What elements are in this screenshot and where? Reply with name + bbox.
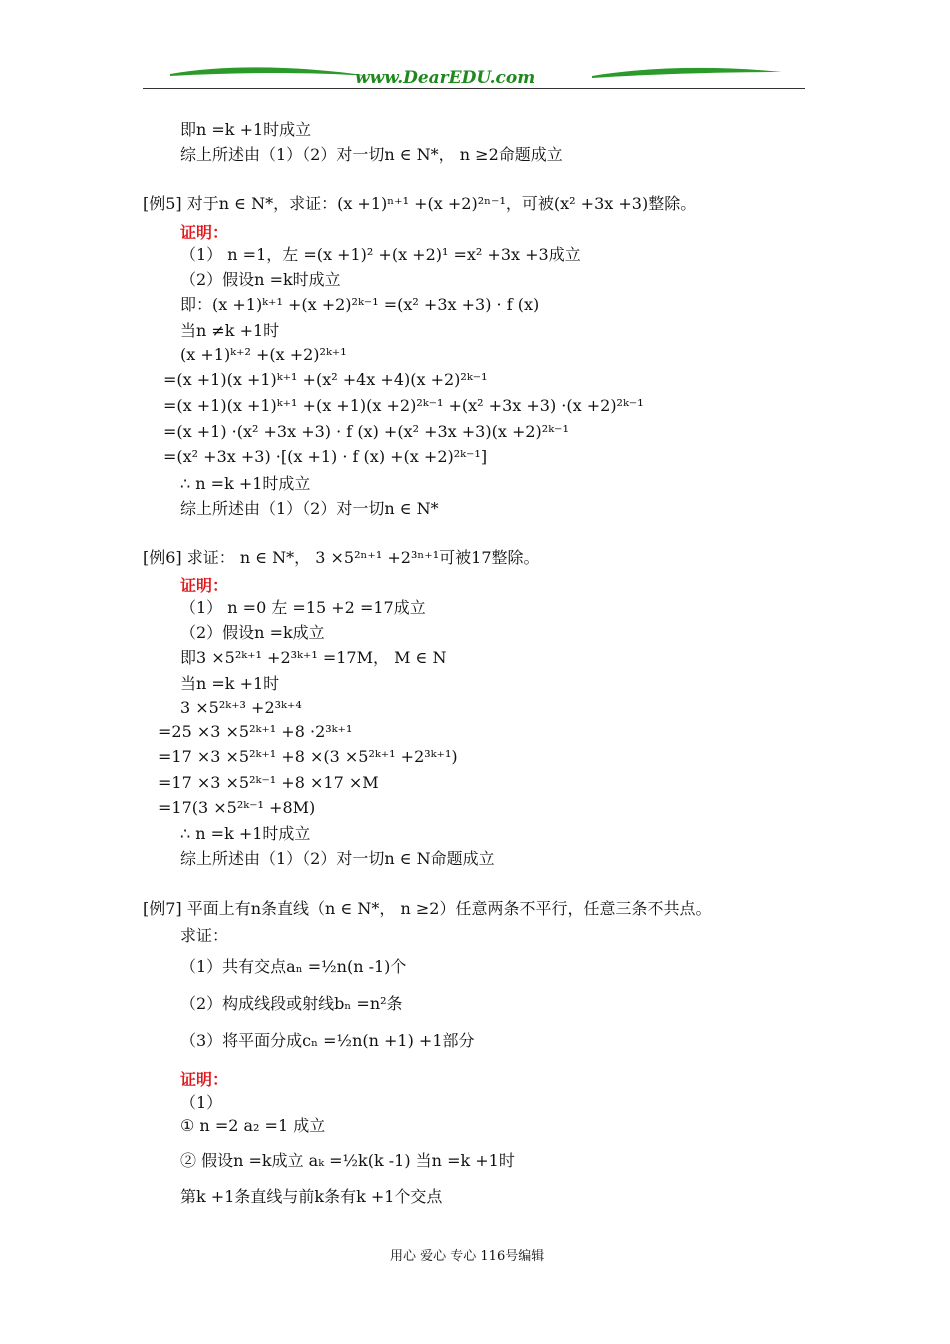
text-line: =17(3 ×5²ᵏ⁻¹ +8M) <box>158 798 316 817</box>
proof-label: 证明： <box>180 223 229 242</box>
example-5-heading: [例5] 对于n ∈ N*，求证：(x +1)ⁿ⁺¹ +(x +2)²ⁿ⁻¹，可被(x² +3x +3)整除。 <box>143 194 697 213</box>
text-line: =25 ×3 ×5²ᵏ⁺¹ +8 ·2³ᵏ⁺¹ <box>158 722 353 741</box>
text-line: =(x +1)(x +1)ᵏ⁺¹ +(x² +4x +4)(x +2)²ᵏ⁻¹ <box>163 370 488 389</box>
text-line: 综上所述由（1）（2）对一切n ∈ N*， n ≥2命题成立 <box>180 145 563 164</box>
proof-label: 证明： <box>180 576 229 595</box>
text-line: 第k +1条直线与前k条有k +1个交点 <box>180 1187 443 1206</box>
header-swoosh-right <box>592 62 782 84</box>
page-footer: 用心 爱心 专心 116号编辑 <box>390 1249 545 1264</box>
text-line: =(x +1) ·(x² +3x +3) · f (x) +(x² +3x +3)(x +2)²ᵏ⁻¹ <box>163 422 569 441</box>
text-line: 综上所述由（1）（2）对一切n ∈ N命题成立 <box>180 849 495 868</box>
text-line: 综上所述由（1）（2）对一切n ∈ N* <box>180 499 439 518</box>
proof-label: 证明： <box>180 1070 229 1089</box>
text-line: ∴ n =k +1时成立 <box>180 824 311 843</box>
text-line: （2）假设n =k成立 <box>180 623 325 642</box>
header-rule <box>143 88 805 89</box>
text-line: （1） <box>180 1093 223 1112</box>
header-site-text: www.DearEDU.com <box>355 68 536 88</box>
text-line: （1）共有交点aₙ =½n(n -1)个 <box>180 957 407 976</box>
text-line: 当n =k +1时 <box>180 674 280 693</box>
header-swoosh-left <box>170 62 370 84</box>
text-line: ∴ n =k +1时成立 <box>180 474 311 493</box>
text-line: 即n =k +1时成立 <box>180 120 312 139</box>
text-line: （1） n =1，左 =(x +1)² +(x +2)¹ =x² +3x +3成立 <box>180 245 581 264</box>
text-line: =(x +1)(x +1)ᵏ⁺¹ +(x +1)(x +2)²ᵏ⁻¹ +(x² +3x +3) ·(x +2)²ᵏ⁻¹ <box>163 396 644 415</box>
example-7-heading: [例7] 平面上有n条直线（n ∈ N*， n ≥2）任意两条不平行，任意三条不共点。 <box>143 899 712 918</box>
text-line: (x +1)ᵏ⁺² +(x +2)²ᵏ⁺¹ <box>180 345 347 364</box>
text-line: ① n =2 a₂ =1 成立 <box>180 1116 326 1135</box>
text-line: （3）将平面分成cₙ =½n(n +1) +1部分 <box>180 1031 475 1050</box>
text-line: ② 假设n =k成立 aₖ =½k(k -1) 当n =k +1时 <box>180 1151 515 1170</box>
text-line: （1） n =0 左 =15 +2 =17成立 <box>180 598 426 617</box>
text-line: 即：(x +1)ᵏ⁺¹ +(x +2)²ᵏ⁻¹ =(x² +3x +3) · f (x) <box>180 295 540 314</box>
text-line: 当n ≠k +1时 <box>180 321 280 340</box>
text-line: （2）假设n =k时成立 <box>180 270 341 289</box>
text-line: =17 ×3 ×5²ᵏ⁺¹ +8 ×(3 ×5²ᵏ⁺¹ +2³ᵏ⁺¹) <box>158 747 458 766</box>
text-line: 3 ×5²ᵏ⁺³ +2³ᵏ⁺⁴ <box>180 698 302 717</box>
text-line: （2）构成线段或射线bₙ =n²条 <box>180 994 403 1013</box>
example-6-heading: [例6] 求证： n ∈ N*， 3 ×5²ⁿ⁺¹ +2³ⁿ⁺¹可被17整除。 <box>143 548 540 567</box>
text-line: 求证： <box>180 926 229 945</box>
text-line: 即3 ×5²ᵏ⁺¹ +2³ᵏ⁺¹ =17M， M ∈ N <box>180 648 447 667</box>
text-line: =17 ×3 ×5²ᵏ⁻¹ +8 ×17 ×M <box>158 773 379 792</box>
text-line: =(x² +3x +3) ·[(x +1) · f (x) +(x +2)²ᵏ⁻¹] <box>163 447 488 466</box>
